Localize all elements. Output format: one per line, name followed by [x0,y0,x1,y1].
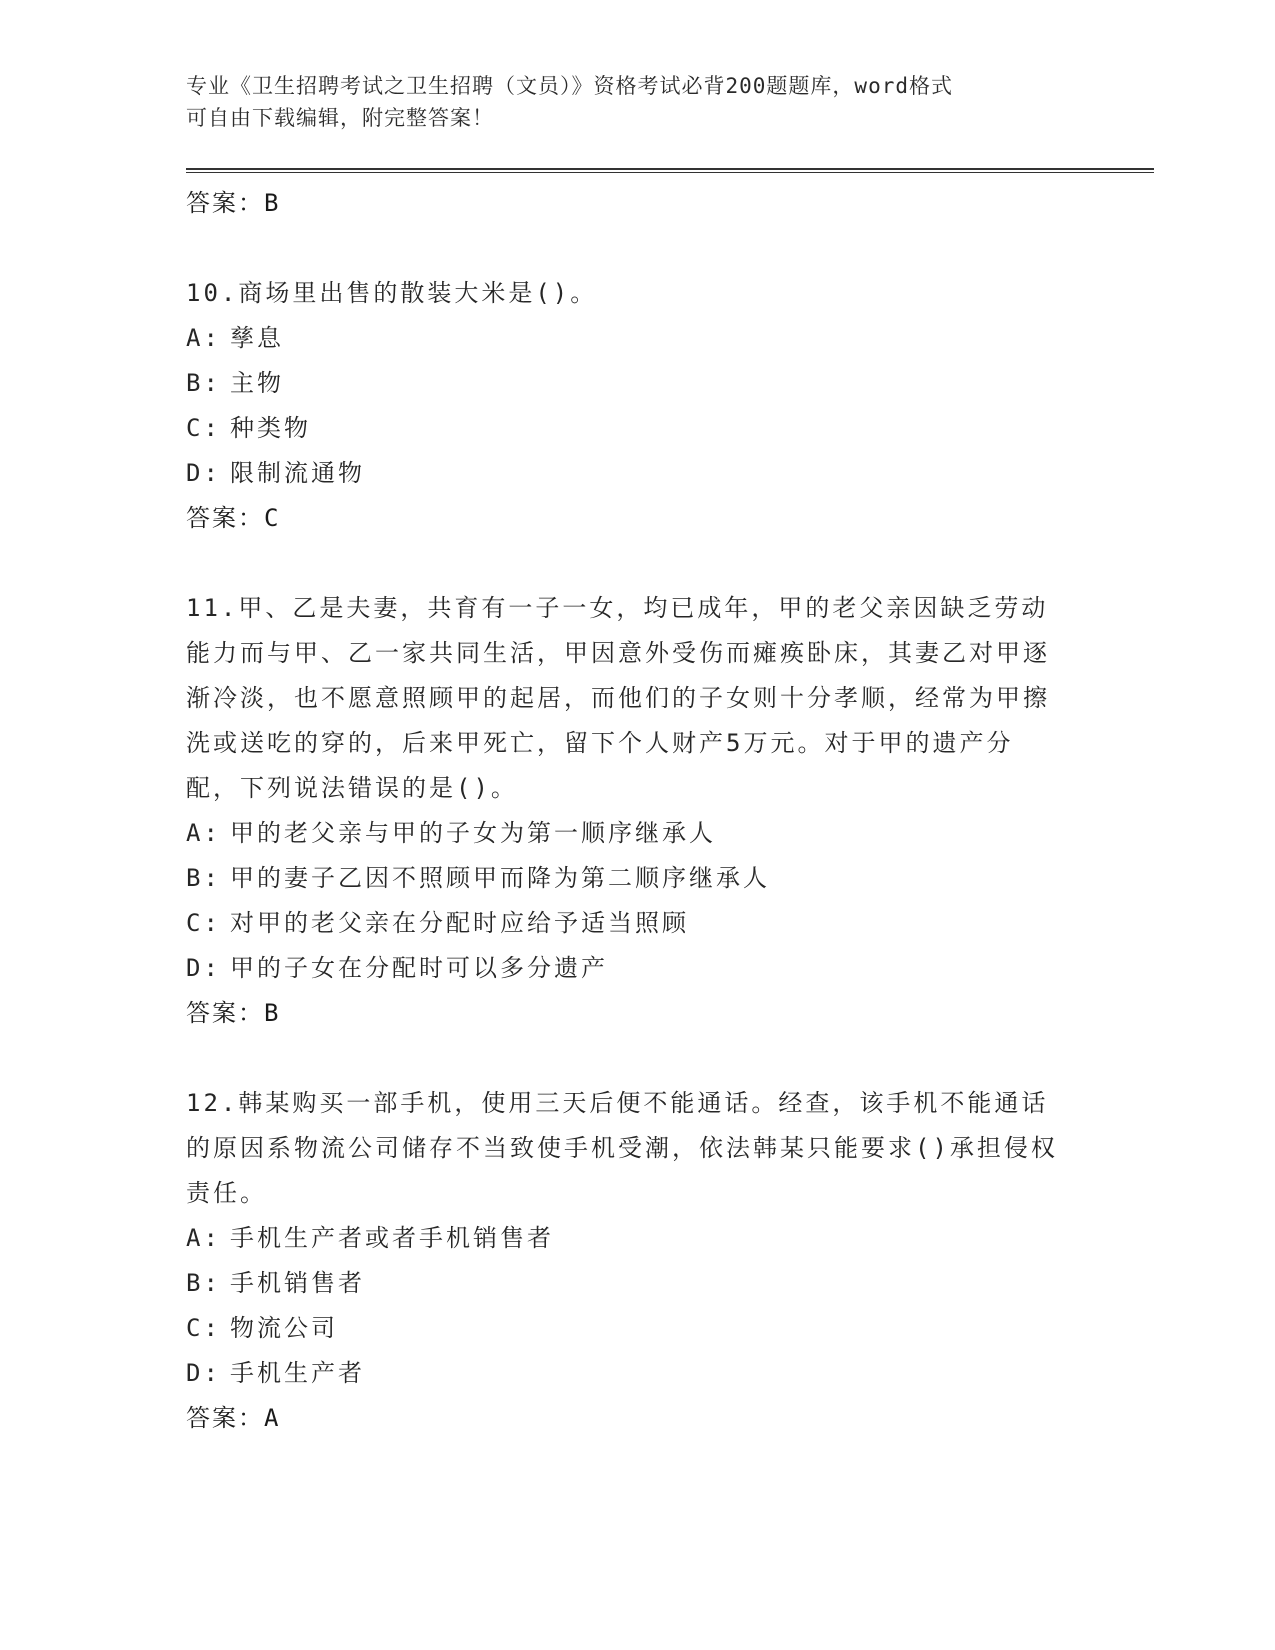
option-text: 对甲的老父亲在分配时应给予适当照顾 [230,909,689,937]
answer-line: 答案：B [186,999,281,1027]
option-c [186,901,1146,946]
option-key: D: [186,459,221,487]
option-a [186,811,1146,856]
answer-line: 答案：B [186,189,281,217]
option-a [186,1216,1146,1261]
option-text: 手机生产者或者手机销售者 [230,1224,554,1252]
option-b [186,856,1146,901]
option-key: C: [186,909,221,937]
question-stem: 11.甲、乙是夫妻，共育有一子一女，均已成年，甲的老父亲因缺乏劳动能力而与甲、乙一家共同生活，甲因意外受伤而瘫痪卧床，其妻乙对甲逐渐冷淡，也不愿意照顾甲的起居，而他们的子女则十分孝顺，经常为甲擦洗或送吃的穿的，后来甲死亡，留下个人财产5万元。对于甲的遗产分配，下列说法错误的是()。 [186,594,1050,802]
option-text: 手机销售者 [230,1269,365,1297]
option-text: 物流公司 [230,1314,338,1342]
option-d [186,1351,1146,1396]
option-text: 主物 [230,369,284,397]
option-key: C: [186,1314,221,1342]
option-text: 孳息 [230,324,284,352]
option-key: D: [186,1359,221,1387]
option-a [186,316,1146,361]
option-key: C: [186,414,221,442]
option-key: B: [186,1269,221,1297]
option-text: 甲的妻子乙因不照顾甲而降为第二顺序继承人 [230,864,770,892]
option-key: B: [186,369,221,397]
header-divider [186,168,1154,173]
option-b [186,361,1146,406]
document-header [186,70,1066,134]
option-text: 手机生产者 [230,1359,365,1387]
option-text: 甲的子女在分配时可以多分遗产 [230,954,608,982]
option-key: A: [186,1224,221,1252]
option-text: 种类物 [230,414,311,442]
header-line-2: 可自由下载编辑，附完整答案！ [186,106,494,130]
question-stem: 12.韩某购买一部手机，使用三天后便不能通话。经查，该手机不能通话的原因系物流公司储存不当致使手机受潮，依法韩某只能要求()承担侵权责任。 [186,1089,1058,1207]
header-line-1: 专业《卫生招聘考试之卫生招聘（文员）》资格考试必背200题题库，word格式 [186,74,953,98]
option-key: B: [186,864,221,892]
question-11 [186,586,1146,1035]
document-page [186,70,1146,1440]
option-c [186,406,1146,451]
option-key: D: [186,954,221,982]
question-stem: 10.商场里出售的散装大米是()。 [186,279,598,307]
option-c [186,1306,1146,1351]
option-text: 限制流通物 [230,459,365,487]
option-d [186,451,1146,496]
question-10 [186,271,1146,540]
option-key: A: [186,819,221,847]
option-text: 甲的老父亲与甲的子女为第一顺序继承人 [230,819,716,847]
answer-line: 答案：C [186,504,281,532]
answer-line: 答案：A [186,1404,281,1432]
option-key: A: [186,324,221,352]
option-d [186,946,1146,991]
question-12 [186,1081,1146,1440]
option-b [186,1261,1146,1306]
